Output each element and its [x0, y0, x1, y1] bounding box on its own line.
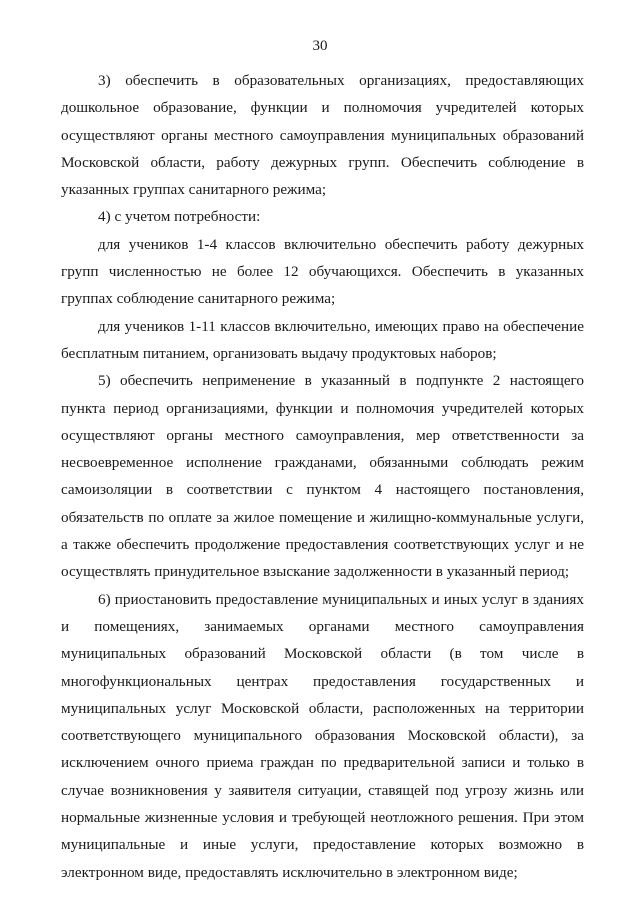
document-body [61, 67, 584, 886]
paragraph-grades-1-4: для учеников 1-4 классов включительно обеспечить работу дежурных групп численностью не более 12 обучающихся. Обеспечить в указанных группах соблюдение санитарного режима; [61, 235, 584, 308]
paragraph-grades-1-11: для учеников 1-11 классов включительно, имеющих право на обеспечение бесплатным питанием, организовать выдачу продуктовых наборов; [61, 317, 584, 362]
paragraph-item-3: 3) обеспечить в образовательных организациях, предоставляющих дошкольное образование, функции и полномочия учредителей которых осуществляют органы местного самоуправления муниципальных образований Московской области, работу дежурных групп. Обеспечить соблюдение в указанных группах санитарного режима; [61, 72, 584, 199]
paragraph-item-5: 5) обеспечить неприменение в указанный в подпункте 2 настоящего пункта период организациями, функции и полномочия учредителей которых осуществляют органы местного самоуправления, мер ответственности за несвоевременное исполнение гражданами, обязанными соблюдать режим самоизоляции в соответствии с пунктом 4 настоящего постановления, обязательств по оплате за жилое помещение и жилищно-коммунальные услуги, а также обеспечить продолжение предоставления соответствующих услуг и не осуществлять принудительное взыскание задолженности в указанный период; [61, 372, 584, 581]
page-number: 30 [312, 38, 328, 54]
paragraph-item-4: 4) с учетом потребности: [98, 208, 261, 226]
paragraph-item-6: 6) приостановить предоставление муниципальных и иных услуг в зданиях и помещениях, занимаемых органами местного самоуправления муниципальных образований Московской области (в том числе в многофункциональных центрах предоставления государственных и муниципальных услуг Московской области, расположенных на территории соответствующего муниципального образования Московской области), за исключением очного приема граждан по предварительной записи и только в случае возникновения у заявителя ситуации, ставящей под угрозу жизнь или нормальные жизненные условия и требующей неотложного решения. При этом муниципальные и иные услуги, предоставление которых возможно в электронном виде, предоставлять исключительно в электронном виде; [61, 590, 584, 881]
